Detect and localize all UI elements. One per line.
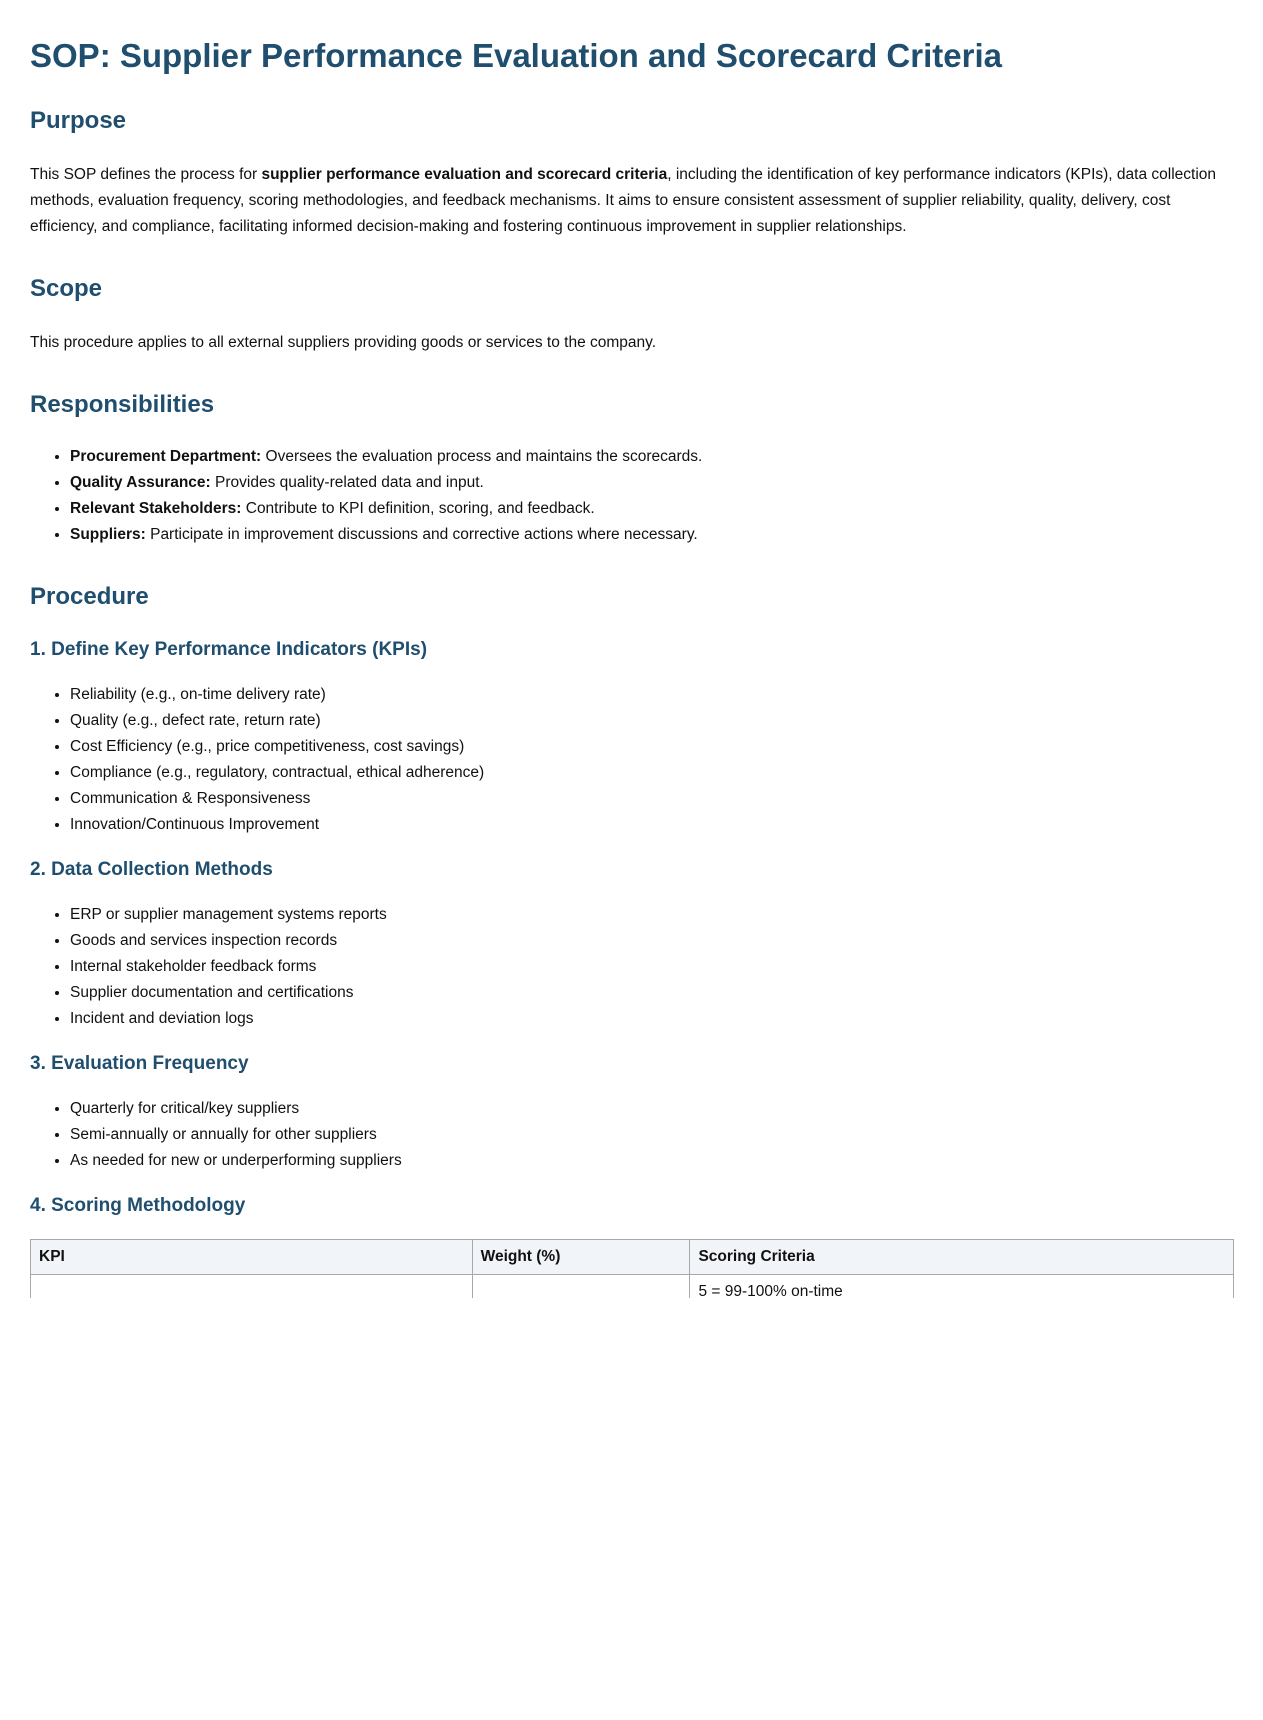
list-item: • Reliability (e.g., on-time delivery rate) — [70, 682, 1233, 708]
list-item: • Compliance (e.g., regulatory, contractual, ethical adherence) — [70, 760, 1233, 786]
list-item: • Cost Efficiency (e.g., price competitiveness, cost savings) — [70, 734, 1233, 760]
table-cell-criteria: 5 = 99-100% on-time — [690, 1275, 1234, 1299]
step1-heading: 1. Define Key Performance Indicators (KPIs) — [30, 639, 428, 660]
role-description: Provides quality-related data and input. — [210, 474, 484, 491]
list-item: • Innovation/Continuous Improvement — [70, 812, 1233, 838]
list-item: • As needed for new or underperforming suppliers — [70, 1148, 1233, 1174]
table-row — [31, 1275, 1234, 1299]
table-header-criteria: Scoring Criteria — [690, 1240, 1234, 1275]
scoring-table-container — [30, 1239, 1234, 1298]
step2-heading: 2. Data Collection Methods — [30, 859, 273, 880]
list-item: • Supplier documentation and certifications — [70, 980, 1233, 1006]
purpose-heading: Purpose — [30, 107, 127, 134]
role-description: Contribute to KPI definition, scoring, and feedback. — [241, 500, 595, 517]
scoring-table — [30, 1239, 1234, 1298]
scope-heading: Scope — [30, 275, 103, 302]
list-item: • Communication & Responsiveness — [70, 786, 1233, 812]
frequency-list — [30, 1096, 1233, 1174]
list-item: • ERP or supplier management systems reports — [70, 902, 1233, 928]
responsibilities-list — [30, 444, 1233, 548]
list-item: • Internal stakeholder feedback forms — [70, 954, 1233, 980]
list-item: • Incident and deviation logs — [70, 1006, 1233, 1032]
step3-heading: 3. Evaluation Frequency — [30, 1053, 249, 1074]
role-description: Oversees the evaluation process and maintains the scorecards. — [261, 448, 703, 465]
list-item: • Goods and services inspection records — [70, 928, 1233, 954]
page-title: SOP: Supplier Performance Evaluation and Scorecard Criteria — [30, 37, 1002, 74]
role-label: Quality Assurance: — [70, 474, 211, 491]
list-item — [70, 444, 1233, 470]
list-item — [70, 470, 1233, 496]
table-header-row — [31, 1240, 1234, 1275]
table-cell-kpi — [31, 1275, 473, 1299]
step4-heading: 4. Scoring Methodology — [30, 1195, 246, 1216]
list-item: • Quarterly for critical/key suppliers — [70, 1096, 1233, 1122]
purpose-text-before: This SOP defines the process for — [30, 166, 262, 183]
scope-paragraph: This procedure applies to all external suppliers providing goods or services to the company. — [30, 334, 657, 351]
table-cell-weight — [472, 1275, 690, 1299]
role-label: Procurement Department: — [70, 448, 262, 465]
role-label: Relevant Stakeholders: — [70, 500, 242, 517]
data-collection-list — [30, 902, 1233, 1032]
table-header-kpi: KPI — [31, 1240, 473, 1275]
kpi-list — [30, 682, 1233, 838]
list-item — [70, 496, 1233, 522]
purpose-paragraph — [30, 162, 1230, 240]
purpose-text-bold: supplier performance evaluation and scorecard criteria — [261, 166, 668, 183]
list-item: • Quality (e.g., defect rate, return rate) — [70, 708, 1233, 734]
procedure-heading: Procedure — [30, 583, 149, 610]
responsibilities-heading: Responsibilities — [30, 391, 215, 418]
purpose-text-after: , including the identification of key performance indicators (KPIs), data collection methods, evaluation frequency, scoring methodologies, and feedback mechanisms. It aims to ensure consistent assessment of supplier reliability, quality, delivery, cost efficiency, and compliance, facilitating informed decision-making and fostering continuous improvement in supplier relationships. — [30, 166, 1217, 235]
list-item — [70, 522, 1233, 548]
role-label: Suppliers: — [70, 526, 146, 543]
role-description: Participate in improvement discussions and corrective actions where necessary. — [145, 526, 698, 543]
list-item: • Semi-annually or annually for other suppliers — [70, 1122, 1233, 1148]
table-header-weight: Weight (%) — [472, 1240, 690, 1275]
